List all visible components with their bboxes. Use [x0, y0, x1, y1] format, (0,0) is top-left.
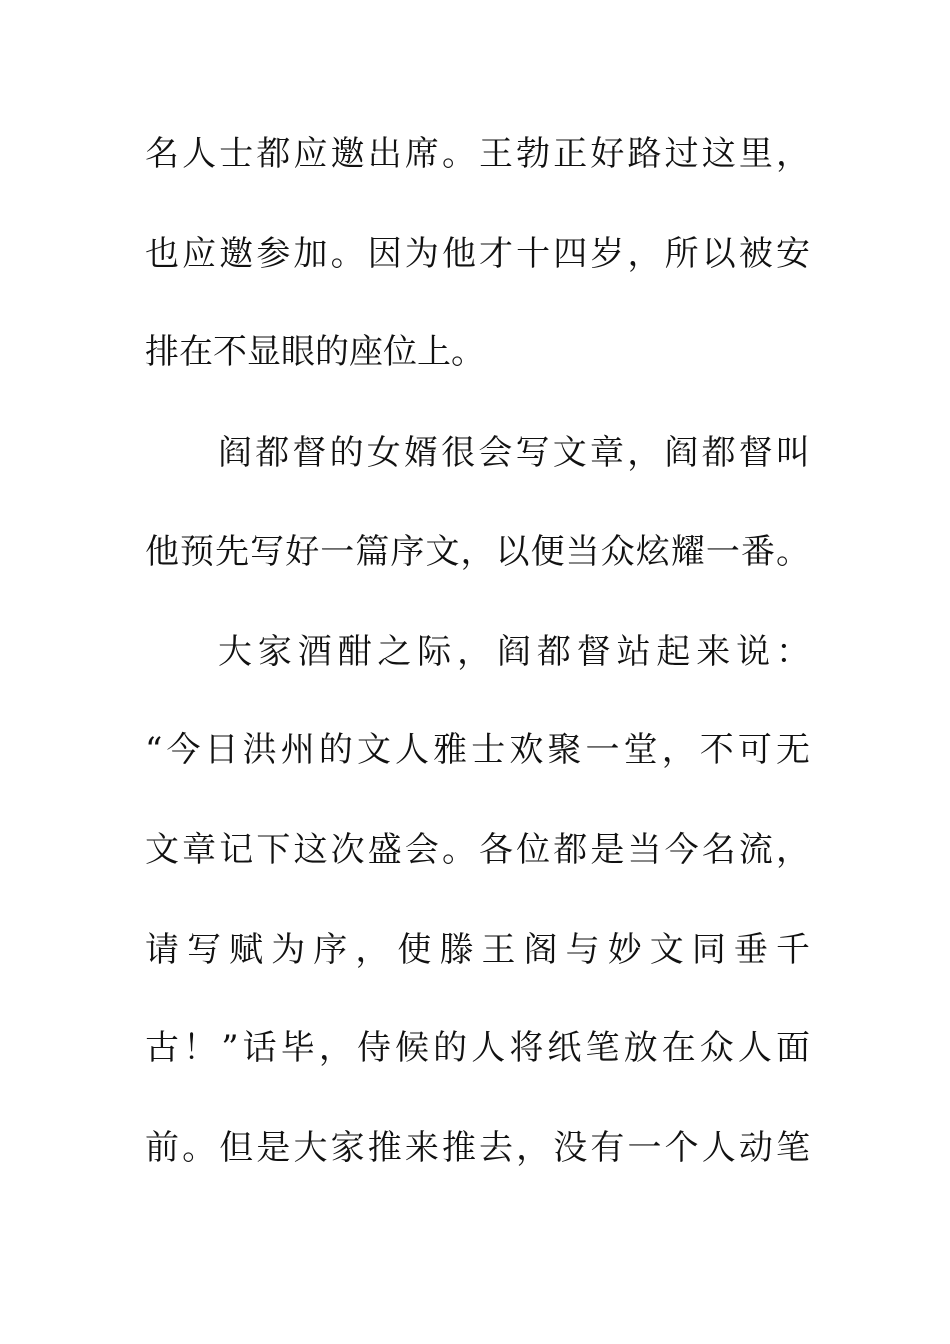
- text-line: 也应邀参加。因为他才十四岁，所以被安: [145, 234, 810, 274]
- paragraph-start-line: 大家酒酣之际，阎都督站起来说：: [218, 632, 810, 672]
- text-line: 名人士都应邀出席。王勃正好路过这里，: [145, 134, 810, 174]
- text-line: 请写赋为序，使滕王阁与妙文同垂千: [145, 930, 810, 970]
- paragraph-start-line: 阎都督的女婿很会写文章，阎都督叫: [218, 433, 810, 473]
- text-line: 文章记下这次盛会。各位都是当今名流，: [145, 830, 810, 870]
- text-line: 排在不显眼的座位上。: [145, 332, 485, 372]
- text-line: 前。但是大家推来推去，没有一个人动笔: [145, 1128, 810, 1168]
- text-line: 他预先写好一篇序文，以便当众炫耀一番。: [145, 532, 810, 572]
- text-line: 古！”话毕，侍候的人将纸笔放在众人面: [145, 1028, 810, 1068]
- text-line: “今日洪州的文人雅士欢聚一堂，不可无: [145, 730, 810, 770]
